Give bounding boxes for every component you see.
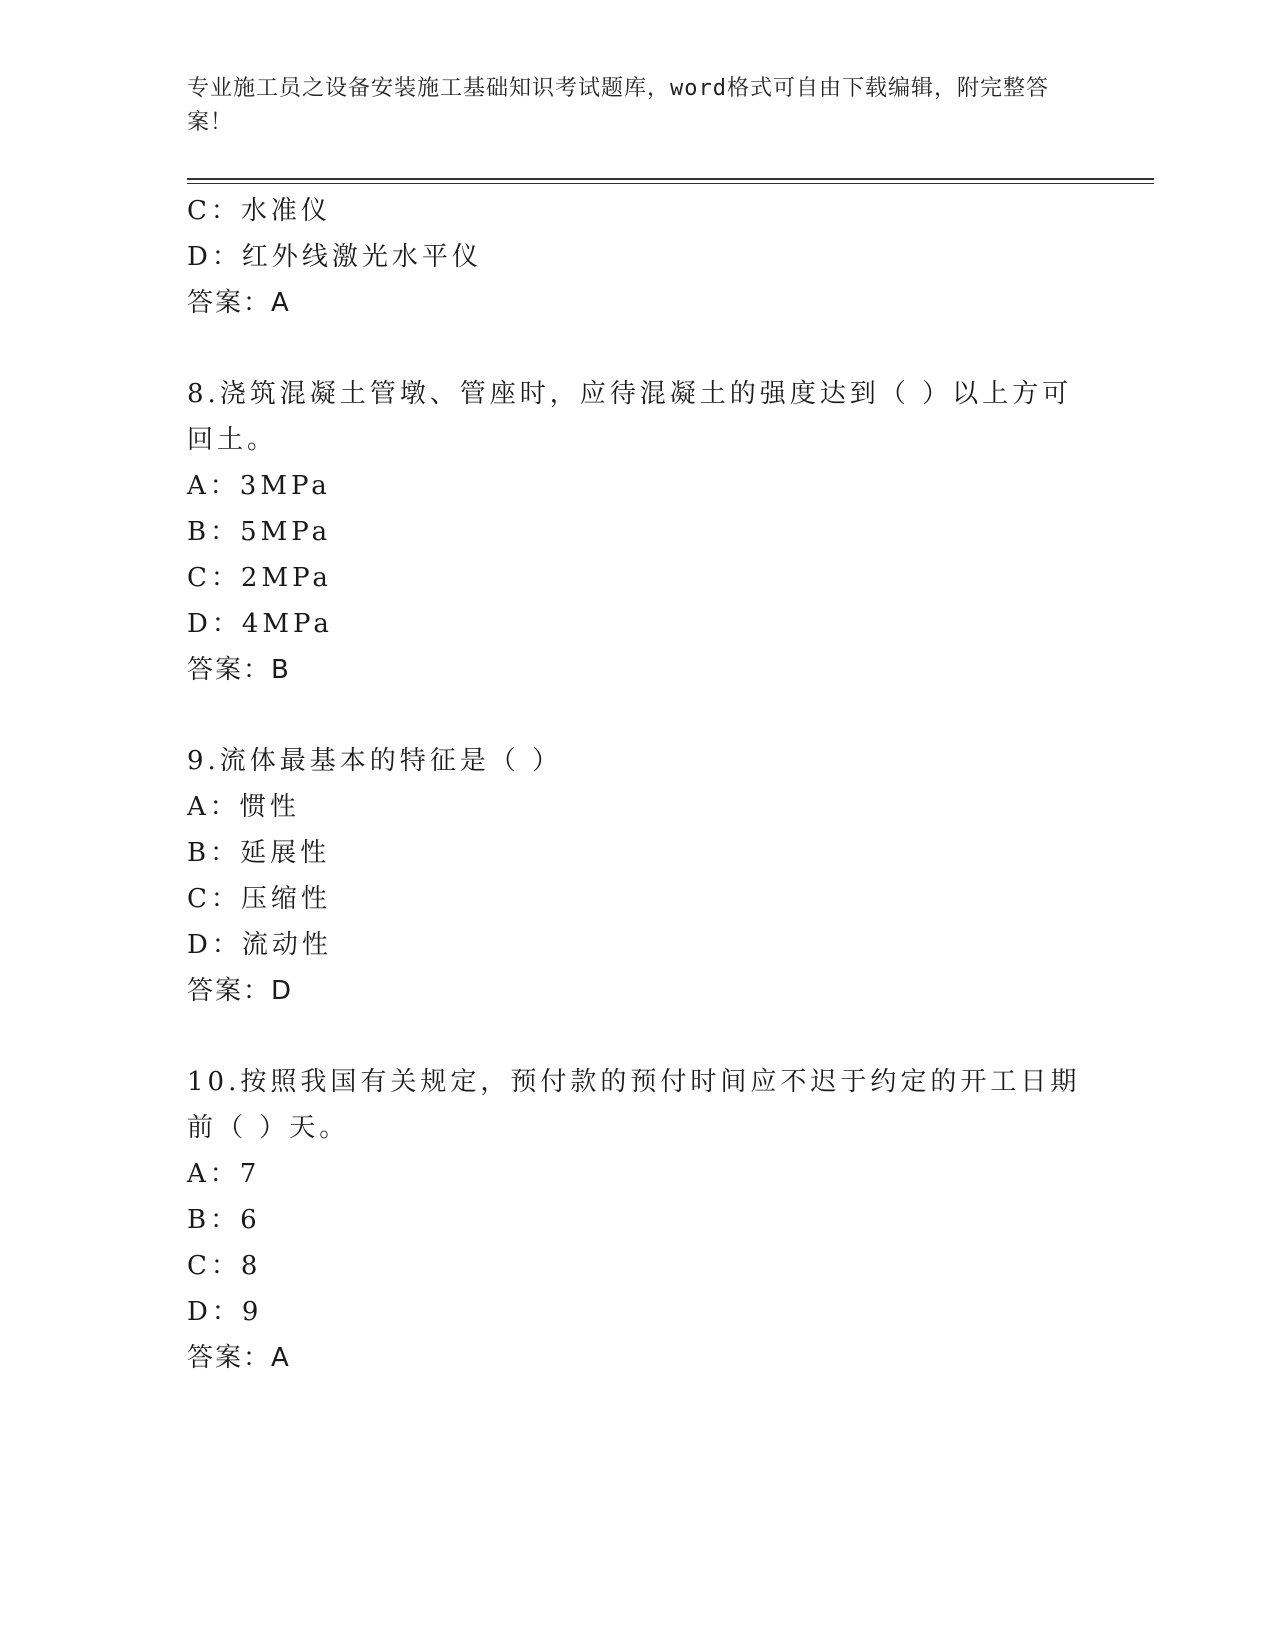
question-text: 8.浇筑混凝土管墩、管座时，应待混凝土的强度达到（ ）以上方可回土。	[187, 379, 1073, 455]
option-label: B：	[187, 517, 241, 547]
document-body	[187, 188, 1087, 1381]
option-label: A：	[187, 1159, 240, 1189]
header-rule-thin	[187, 183, 1154, 184]
option-c	[187, 188, 1087, 234]
option-d	[187, 1289, 1087, 1335]
option-label: C：	[187, 196, 241, 226]
option-label: C：	[187, 563, 241, 593]
header-rule-thick	[187, 178, 1154, 180]
option-text: 压缩性	[240, 884, 331, 914]
option-c	[187, 1243, 1087, 1289]
option-c	[187, 555, 1087, 601]
option-text: 7	[239, 1159, 261, 1189]
option-text: 3MPa	[239, 471, 331, 501]
question-10	[187, 1059, 1087, 1381]
option-label: A：	[187, 792, 240, 822]
option-text: 惯性	[239, 792, 300, 822]
question-9	[187, 738, 1087, 1014]
option-text: 6	[240, 1205, 261, 1235]
option-label: D：	[187, 930, 242, 960]
option-d	[187, 601, 1087, 647]
option-text: 9	[241, 1297, 263, 1327]
answer-line: 答案：A	[187, 1343, 291, 1373]
option-label: D：	[187, 609, 242, 639]
option-b	[187, 509, 1087, 555]
answer-line: 答案：B	[187, 655, 291, 685]
option-b	[187, 830, 1087, 876]
option-label: B：	[187, 838, 241, 868]
option-a	[187, 1151, 1087, 1197]
option-d	[187, 234, 1087, 280]
option-label: A：	[187, 471, 240, 501]
option-text: 流动性	[241, 930, 332, 960]
option-d	[187, 922, 1087, 968]
question-8	[187, 371, 1087, 693]
option-text: 红外线激光水平仪	[241, 242, 482, 272]
document-header: 专业施工员之设备安装施工基础知识考试题库，word格式可自由下载编辑，附完整答案！	[187, 76, 1049, 135]
option-label: D：	[187, 242, 242, 272]
option-text: 4MPa	[241, 609, 333, 639]
option-text: 2MPa	[240, 563, 332, 593]
option-text: 延展性	[240, 838, 331, 868]
option-text: 8	[240, 1251, 262, 1281]
option-a	[187, 784, 1087, 830]
answer-line: 答案：A	[187, 288, 291, 318]
question-text: 9.流体最基本的特征是（ ）	[187, 746, 563, 776]
option-text: 水准仪	[240, 196, 331, 226]
option-text: 5MPa	[240, 517, 332, 547]
option-label: C：	[187, 884, 241, 914]
option-label: D：	[187, 1297, 242, 1327]
answer-line: 答案：D	[187, 976, 294, 1006]
question-text: 10.按照我国有关规定，预付款的预付时间应不迟于约定的开工日期前（ ）天。	[187, 1067, 1081, 1143]
option-label: B：	[187, 1205, 241, 1235]
option-label: C：	[187, 1251, 241, 1281]
option-c	[187, 876, 1087, 922]
option-a	[187, 463, 1087, 509]
option-b	[187, 1197, 1087, 1243]
